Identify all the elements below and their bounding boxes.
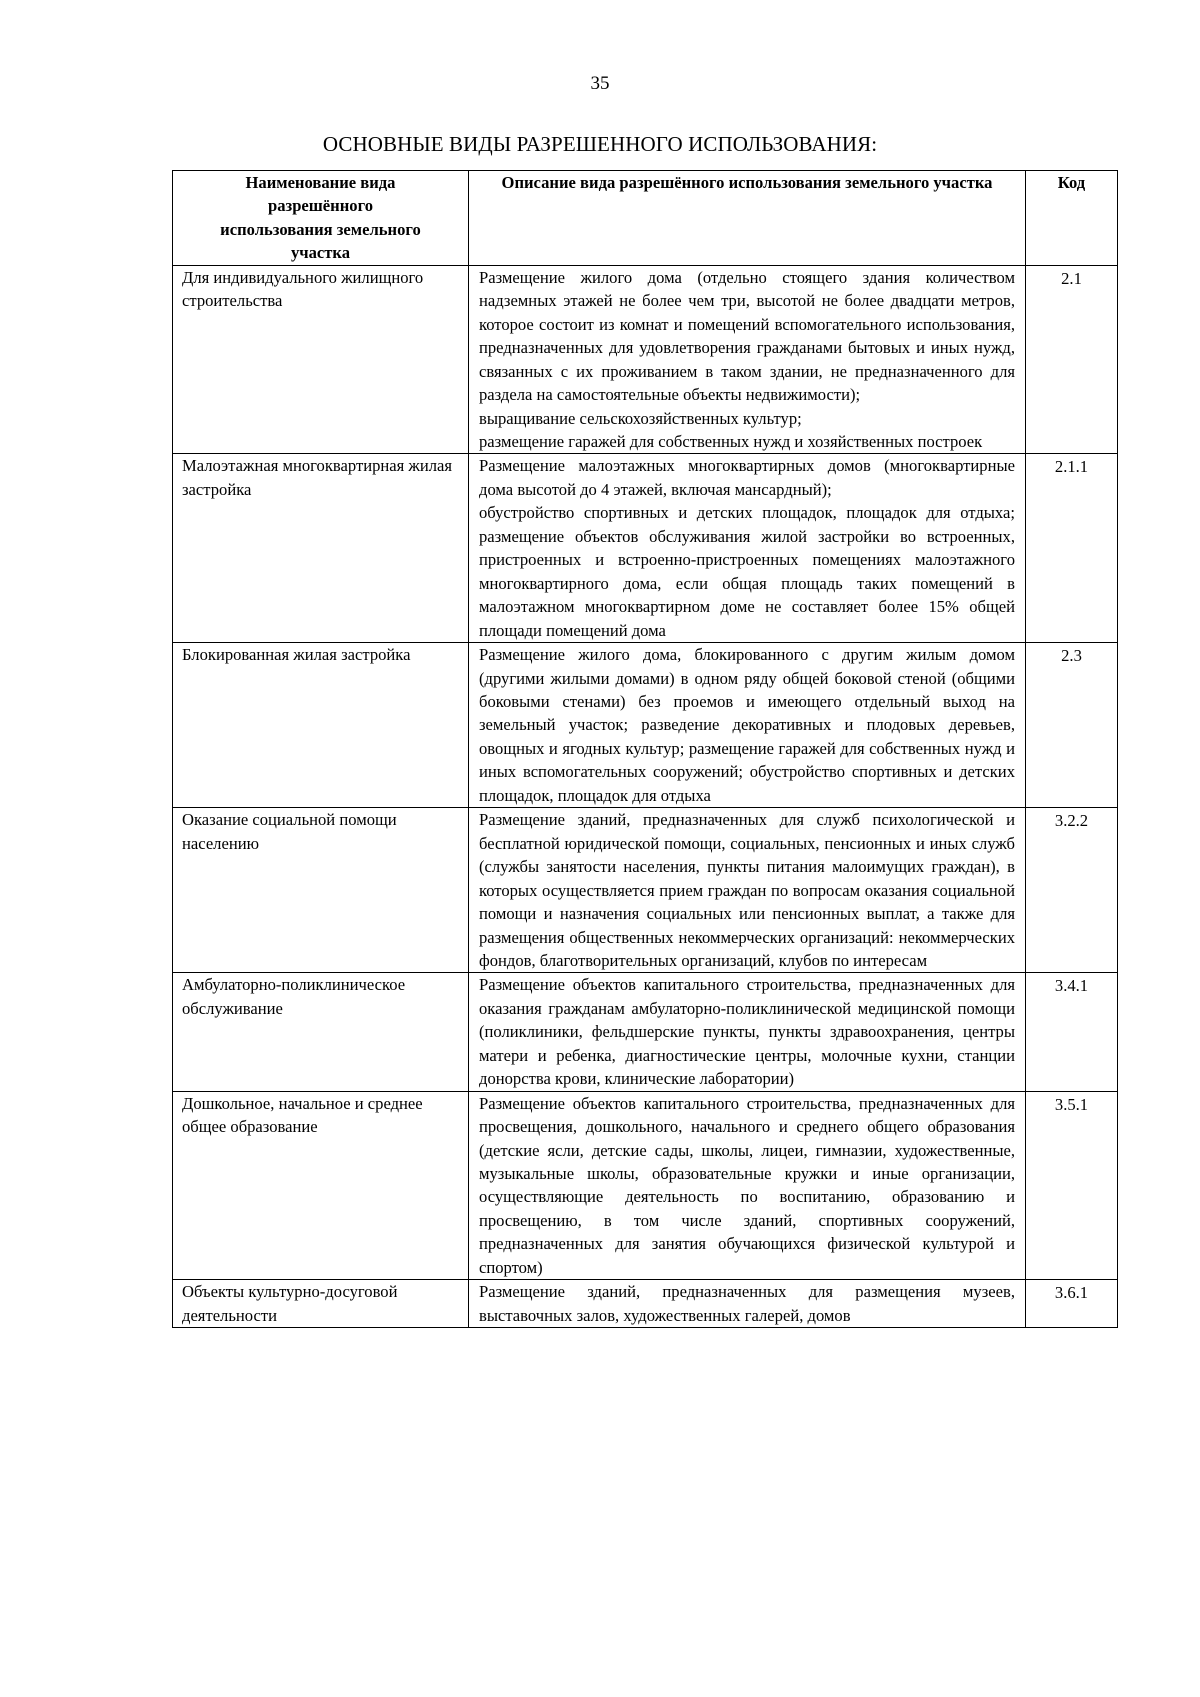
row-name: Объекты культурно-досуговой деятельности xyxy=(173,1280,469,1328)
table-row xyxy=(173,1091,1118,1280)
header-description: Описание вида разрешённого использования земельного участка xyxy=(469,171,1026,266)
table-header-row xyxy=(173,171,1118,266)
row-description: Размещение объектов капитального строительства, предназначенных для оказания гражданам амбулаторно-поликлинической медицинской помощи (поликлиники, фельдшерские пункты, пункты здравоохранения, центры матери и ребенка, диагностические центры, молочные кухни, станции донорства крови, клинические лаборатории) xyxy=(469,973,1026,1091)
row-code: 2.1.1 xyxy=(1026,454,1118,643)
row-code: 3.6.1 xyxy=(1026,1280,1118,1328)
row-description: Размещение жилого дома (отдельно стоящего здания количеством надземных этажей не более чем три, высотой не более двадцати метров, которое состоит из комнат и помещений вспомогательного использования, предназначенных для удовлетворения гражданами бытовых и иных нужд, связанных с их проживанием в таком здании, не предназначенного для раздела на самостоятельные объекты недвижимости); выращивание сельскохозяйственных культур; размещение гаражей для собственных нужд и хозяйственных построек xyxy=(469,265,1026,454)
table-row xyxy=(173,808,1118,973)
row-description: Размещение малоэтажных многоквартирных домов (многоквартирные дома высотой до 4 этажей, включая мансардный); обустройство спортивных и детских площадок, площадок для отдыха; размещение объектов обслуживания жилой застройки во встроенных, пристроенных и встроенно-пристроенных помещениях малоэтажного многоквартирного дома, если общая площадь таких помещений в малоэтажном многоквартирном доме не составляет более 15% общей площади помещений дома xyxy=(469,454,1026,643)
header-code: Код xyxy=(1026,171,1118,266)
table-row xyxy=(173,265,1118,454)
row-name: Для индивидуального жилищного строительства xyxy=(173,265,469,454)
table-row xyxy=(173,1280,1118,1328)
row-code: 3.4.1 xyxy=(1026,973,1118,1091)
row-name: Оказание социальной помощи населению xyxy=(173,808,469,973)
row-name: Малоэтажная многоквартирная жилая застройка xyxy=(173,454,469,643)
row-code: 3.2.2 xyxy=(1026,808,1118,973)
row-code: 3.5.1 xyxy=(1026,1091,1118,1280)
row-description: Размещение зданий, предназначенных для размещения музеев, выставочных залов, художественных галерей, домов xyxy=(469,1280,1026,1328)
row-description: Размещение объектов капитального строительства, предназначенных для просвещения, дошкольного, начального и среднего общего образования (детские ясли, детские сады, школы, лицеи, гимназии, художественные, музыкальные школы, образовательные кружки и иные организации, осуществляющие деятельность по воспитанию, образованию и просвещению, в том числе зданий, спортивных сооружений, предназначенных для занятия обучающихся физической культурой и спортом) xyxy=(469,1091,1026,1280)
table-row xyxy=(173,454,1118,643)
row-code: 2.3 xyxy=(1026,643,1118,808)
table-row xyxy=(173,643,1118,808)
land-use-table xyxy=(172,170,1118,1328)
row-description: Размещение жилого дома, блокированного с другим жилым домом (другими жилыми домами) в одном ряду общей боковой стеной (общими боковыми стенами) без проемов и имеющего отдельный выход на земельный участок; разведение декоративных и плодовых деревьев, овощных и ягодных культур; размещение гаражей для собственных нужд и иных вспомогательных сооружений; обустройство спортивных и детских площадок, площадок для отдыха xyxy=(469,643,1026,808)
row-name: Дошкольное, начальное и среднее общее образование xyxy=(173,1091,469,1280)
row-name: Блокированная жилая застройка xyxy=(173,643,469,808)
row-code: 2.1 xyxy=(1026,265,1118,454)
page-number: 35 xyxy=(590,73,610,94)
header-name: Наименование вида разрешённого использования земельного участка xyxy=(173,171,469,266)
table-row xyxy=(173,973,1118,1091)
document-title: ОСНОВНЫЕ ВИДЫ РАЗРЕШЕННОГО ИСПОЛЬЗОВАНИЯ: xyxy=(322,132,878,156)
row-name: Амбулаторно-поликлиническое обслуживание xyxy=(173,973,469,1091)
row-description: Размещение зданий, предназначенных для служб психологической и бесплатной юридической помощи, социальных, пенсионных и иных служб (службы занятости населения, пункты питания малоимущих граждан), в которых осуществляется прием граждан по вопросам оказания социальной помощи и назначения социальных или пенсионных выплат, а также для размещения общественных некоммерческих организаций: некоммерческих фондов, благотворительных организаций, клубов по интересам xyxy=(469,808,1026,973)
